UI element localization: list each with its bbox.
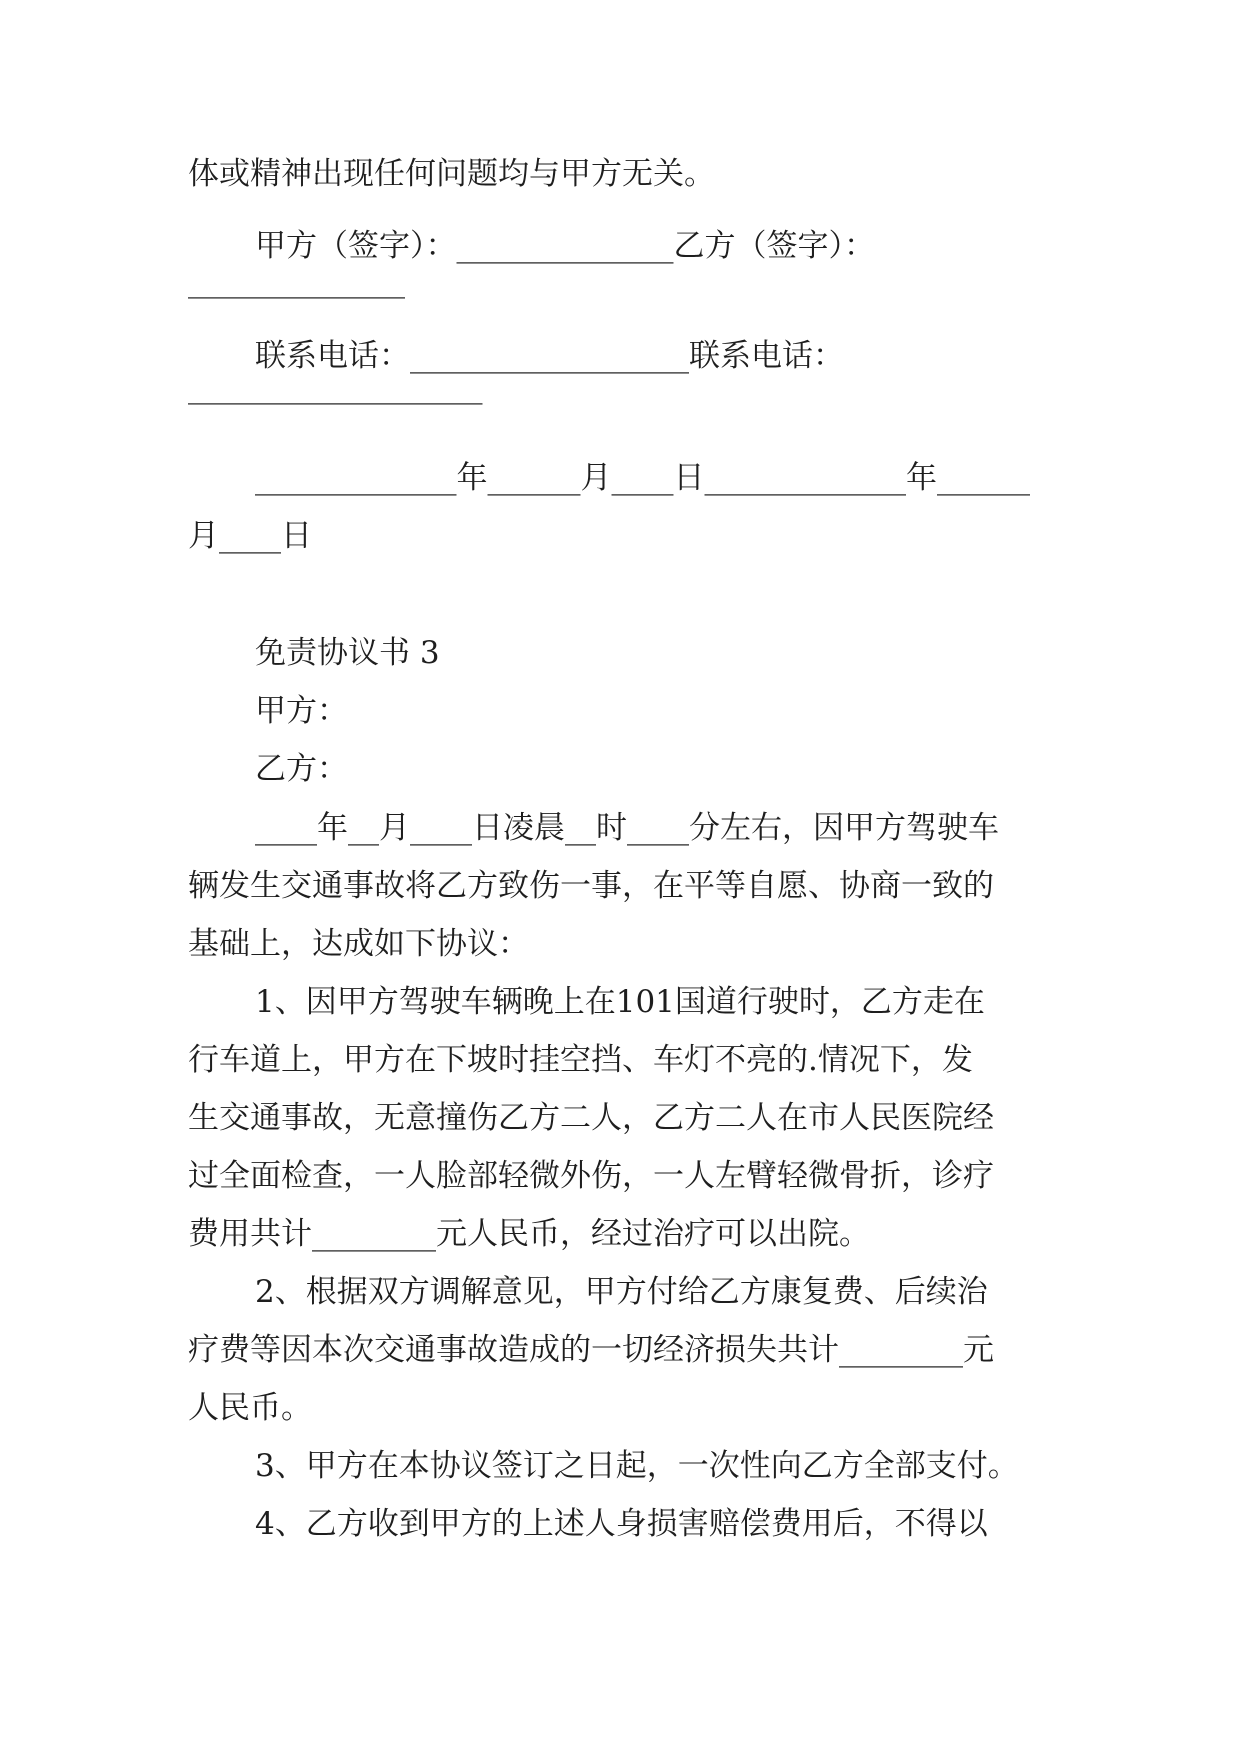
blank-line: ______________ [188, 263, 405, 299]
clause-1-line: 行车道上，甲方在下坡时挂空挡、车灯不亮的.情况下，发 [188, 1042, 973, 1078]
clause-1-line: 生交通事故，无意撞伤乙方二人，乙方二人在市人民医院经 [188, 1100, 994, 1136]
paragraph-line: ____年__月____日凌晨__时____分左右，因甲方驾驶车 [255, 810, 999, 846]
clause-2-line: 人民币。 [188, 1390, 312, 1426]
clause-4-line: 4、乙方收到甲方的上述人身损害赔偿费用后，不得以 [255, 1506, 988, 1542]
party-b-label: 乙方： [255, 751, 348, 787]
party-a-label: 甲方： [255, 693, 348, 729]
phone-line: 联系电话：__________________联系电话： [255, 338, 844, 374]
date-line: _____________年______月____日_____________年______ [255, 460, 1030, 496]
clause-1-line: 1、因甲方驾驶车辆晚上在101国道行驶时，乙方走在 [255, 984, 985, 1020]
clause-3-line: 3、甲方在本协议签订之日起，一次性向乙方全部支付。 [255, 1448, 1019, 1484]
blank-line: ___________________ [188, 369, 483, 405]
paragraph-line: 基础上，达成如下协议： [188, 926, 529, 962]
date-line-continued: 月____日 [188, 518, 312, 554]
clause-2-line: 2、根据双方调解意见，甲方付给乙方康复费、后续治 [255, 1274, 988, 1310]
clause-1-line: 费用共计________元人民币，经过治疗可以出院。 [188, 1216, 870, 1252]
clause-1-line: 过全面检查，一人脸部轻微外伤，一人左臂轻微骨折，诊疗 [188, 1158, 994, 1194]
paragraph-line: 辆发生交通事故将乙方致伤一事，在平等自愿、协商一致的 [188, 868, 994, 904]
section-title: 免责协议书 3 [255, 635, 440, 671]
signature-text: 甲方（签字）：______________乙方（签字）： [255, 228, 875, 264]
text-line: 体或精神出现任何问题均与甲方无关。 [188, 156, 715, 192]
clause-2-line: 疗费等因本次交通事故造成的一切经济损失共计________元 [188, 1332, 994, 1368]
